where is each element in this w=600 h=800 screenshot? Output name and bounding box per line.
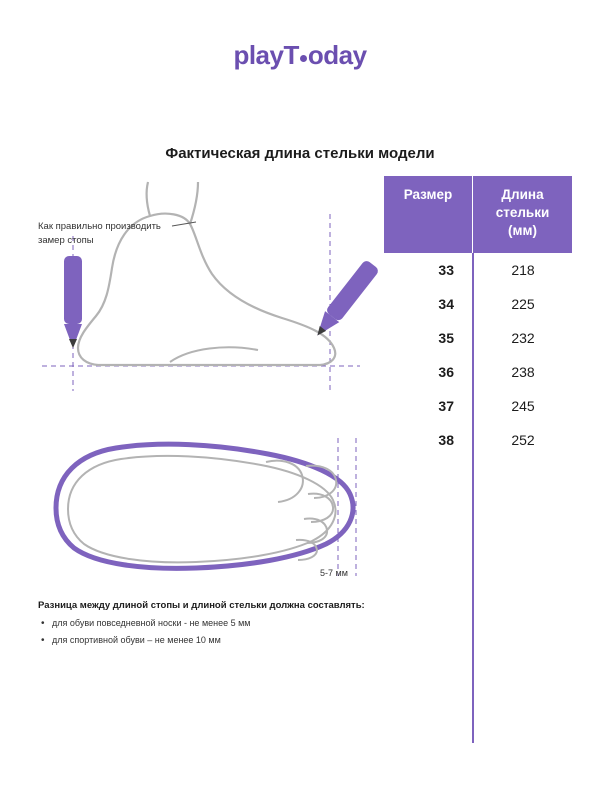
gap-label: 5-7 мм <box>320 568 348 578</box>
cell-length: 238 <box>472 364 572 380</box>
logo-letter-t: T <box>283 40 299 70</box>
pencil-left-icon <box>64 256 82 348</box>
insole-outline <box>56 444 353 568</box>
size-table <box>384 176 572 457</box>
size-table-header <box>384 176 572 253</box>
cell-length: 245 <box>472 398 572 414</box>
leg-line-back <box>147 182 150 216</box>
cell-length: 218 <box>472 262 572 278</box>
measurement-note-line-2: замер стопы <box>38 234 94 246</box>
table-row <box>384 321 572 355</box>
difference-notes-list <box>38 618 368 646</box>
cell-size: 34 <box>438 295 454 312</box>
difference-notes <box>38 600 368 651</box>
cell-size: 37 <box>438 397 454 414</box>
column-header-length-line-3: (мм) <box>508 223 537 239</box>
logo-text-before: play <box>233 40 284 70</box>
cell-length: 225 <box>472 296 572 312</box>
cell-size: 33 <box>438 261 454 278</box>
table-column-divider <box>472 253 474 743</box>
page-title: Фактическая длина стельки модели <box>165 145 435 162</box>
table-row <box>384 287 572 321</box>
column-header-size: Размер <box>403 187 453 202</box>
table-row <box>384 253 572 287</box>
brand-logo <box>0 40 600 71</box>
cell-length: 232 <box>472 330 572 346</box>
column-header-length-line-1: Длина <box>501 187 544 202</box>
cell-size: 36 <box>438 363 454 380</box>
difference-notes-heading: Разница между длиной стопы и длиной стельки должна составлять: <box>38 600 365 611</box>
cell-size: 35 <box>438 329 454 346</box>
logo-dot-icon <box>300 55 307 62</box>
cell-size: 38 <box>438 431 454 448</box>
list-item: • для обуви повседневной носки - не менее 5 мм <box>38 618 368 630</box>
list-item: • для спортивной обуви – не менее 10 мм <box>38 635 368 647</box>
leg-line-front <box>190 182 198 224</box>
table-row <box>384 423 572 457</box>
cell-length: 252 <box>472 432 572 448</box>
foot-measurement-illustration <box>20 176 380 596</box>
column-header-length-line-2: стельки <box>495 205 550 221</box>
measurement-note-line-1: Как правильно производить <box>38 221 161 232</box>
foot-arch-line <box>170 347 258 362</box>
table-row <box>384 355 572 389</box>
table-row <box>384 389 572 423</box>
measurement-note <box>38 220 198 248</box>
size-table-body <box>384 253 572 457</box>
column-header-length <box>472 176 572 253</box>
logo-text-after: oday <box>307 40 367 70</box>
pencil-right-icon <box>310 259 380 341</box>
